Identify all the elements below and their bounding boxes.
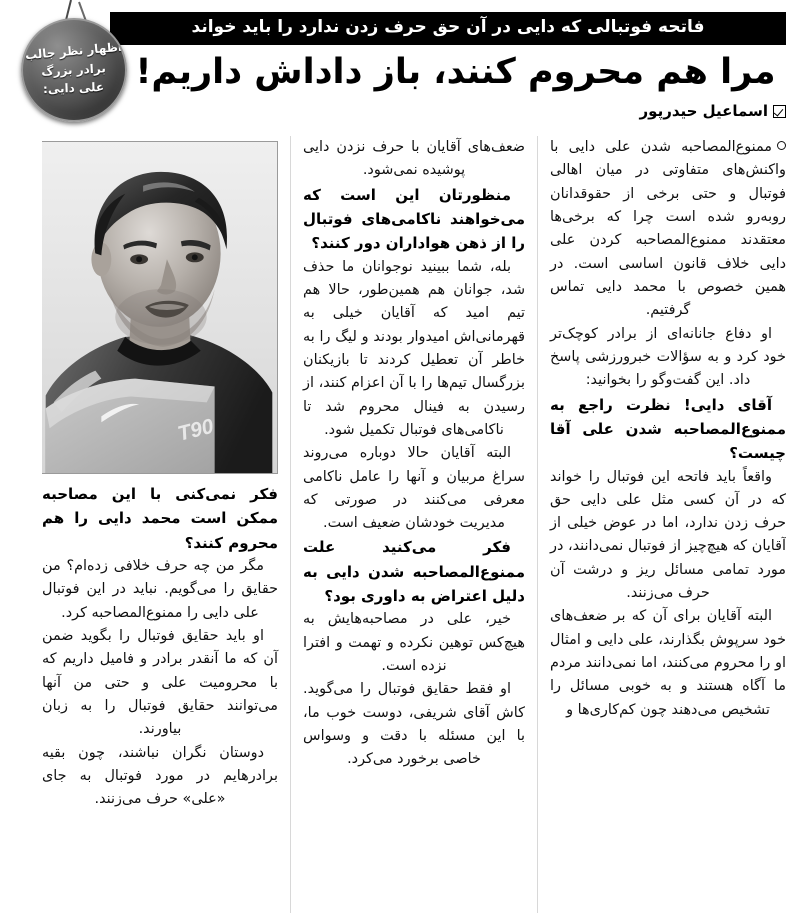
paragraph: مگر من چه حرف خلافی زده‌ام؟ من حقایق را می‌گویم. نباید در این فوتبال علی دایی را ممنوع‌المصاحبه کرد. [42,557,278,621]
paragraph: ضعف‌های آقایان با حرف نزدن دایی پوشیده نمی‌شود. [303,139,525,179]
badge-line-3: علی دایی: [43,80,105,97]
headline-text: مرا هم محروم کنند، باز داداش داریم! [135,51,776,92]
paragraph: او فقط حقایق فوتبال را می‌گوید. کاش آقای شریفی، دوست خوب ما، با این مسئله با دقت و وسواس خاصی برخورد می‌کرد. [303,681,525,768]
article-header [0,0,800,136]
badge-oval [21,18,127,122]
byline-author-name: اسماعیل حیدرپور [639,102,768,120]
jersey-logo-text: T90 [175,414,216,446]
paragraph: خیر، علی در مصاحبه‌هایش به هیچ‌کس توهین نکرده و تهمت و افترا نزده است. [303,611,525,675]
kicker-bar [110,12,786,45]
paragraph: البته آقایان حالا دوباره می‌روند سراغ مربیان و آنها را عامل ناکامی معرفی می‌کنند در صورتی که مدیریت خودشان ضعیف است. [303,445,525,532]
bullet-circle-icon [777,141,786,150]
byline [640,102,786,120]
badge-line-2: برادر بزرگ [41,61,107,79]
badge-line-1: اظهار نظر جالب [24,39,123,63]
interview-question: فکر می‌کنید علت ممنوع‌المصاحبه شدن دایی به دلیل اعتراض به داوری بود؟ [303,538,525,606]
paragraph: او باید حقایق فوتبال را بگوید ضمن آن که ما آنقدر برادر و فامیل داریم که با محرومیت علی و حتی من آنها می‌توانند حقایق فوتبال را به زبان بیاورند. [42,627,278,738]
kicker-text: فاتحه فوتبالی که دایی در آن حق حرف زدن ندارد را باید خواند [191,17,705,37]
paragraph: واقعاً باید فاتحه این فوتبال را خواند که در آن کسی مثل علی دایی حق حرف زدن ندارد، اما در عوض خیلی از آقایان که هیچ‌چیز از فوتبال نمی‌دانند، در مورد تمامی مسائل ریز و درشت آن حرف می‌زنند. [550,468,786,602]
interview-question: آقای دایی! نظرت راجع به ممنوع‌المصاحبه شدن علی آقا چیست؟ [550,395,786,463]
paragraph: دوستان نگران نباشند، چون بقیه برادرهایم در مورد فوتبال به جای «علی» حرف می‌زنند. [42,744,278,808]
article-columns [14,136,786,913]
column-left [42,136,290,913]
paragraph: بله، شما ببینید نوجوانان ما حذف شد، جوانان هم همین‌طور، حالا هم تیم امید که آقایان خیلی به قهرمانی‌اش امیدوار بودند و لیگ را به خاطر آن تعطیل کردند تا بازیکنان بزرگسال تیم‌ها را با آن اعزام کنند، از رسیدن به فینال محروم شد تا ناکامی‌های فوتبال تکمیل شود. [303,258,525,438]
column-right [538,136,786,913]
check-box-icon [773,105,786,118]
paragraph: البته آقایان برای آن که بر ضعف‌های خود سرپوش بگذارند، علی دایی و امثال او را محروم می‌کنند، اما نمی‌دانند مردم ما آگاه هستند و به خوبی مسائل را تشخیص می‌دهند چون کم‌کاری‌ها و [550,608,786,718]
article-photo [42,141,278,474]
quote-badge [18,2,130,124]
lead-paragraph-text: ممنوع‌المصاحبه شدن علی دایی با واکنش‌های متفاوتی در میان اهالی فوتبال و حتی برخی از حقوقدانان روبه‌رو شده است چرا که برخی‌ها معتقدند ممنوع‌المصاحبه کردن علی دایی خلاف قانون اساسی است. در همین خصوص با محمد دایی تماس گرفتیم. [550,139,786,319]
page-title [125,48,786,96]
portrait-photo-image [42,142,277,473]
interview-question: فکر نمی‌کنی با این مصاحبه ممکن است محمد دایی را هم محروم کنند؟ [42,485,278,552]
interview-question: منظورتان این است که می‌خواهند ناکامی‌های فوتبال را از ذهن هواداران دور کنند؟ [303,185,525,253]
lead-paragraph [550,136,786,323]
column-middle [290,136,538,913]
paragraph: او دفاع جانانه‌ای از برادر کوچک‌تر خود کرد و به سؤالات خبرورزشی پاسخ داد. این گفت‌وگو را بخوانید: [550,325,786,389]
